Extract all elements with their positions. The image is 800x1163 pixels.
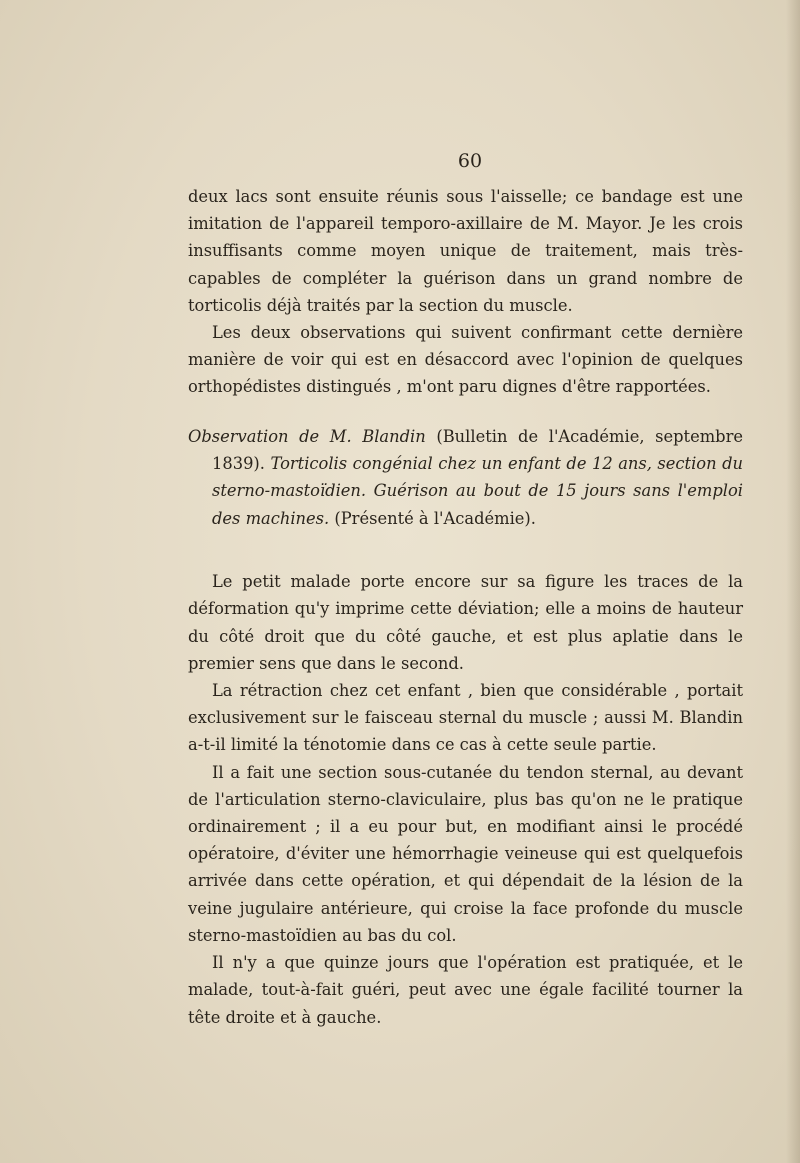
paragraph-result: Il n'y a que quinze jours que l'opération est pratiquée, et le malade, tout-à-fait guéri, peut avec une égale facilité tourner la tête droite et à gauche. — [188, 953, 743, 1027]
page-edge-shadow — [786, 0, 800, 1163]
paragraph-deformation: Le petit malade porte encore sur sa figure les traces de la déformation qu'y imprime cette déviation; elle a moins de hauteur du côté droit que du côté gauche, et est plus aplatie dans le premier sens que dans le second. — [188, 572, 743, 673]
paragraph-retraction: La rétraction chez cet enfant , bien que considérable , portait exclusivement sur le faisceau sternal du muscle ; aussi M. Blandin a-t-il limité la ténotomie dans ce cas à cette seule partie. — [188, 681, 743, 755]
section-gap — [188, 532, 743, 568]
observation-source: (Bulletin de l'Académie, septembre 1839). — [212, 426, 743, 474]
paragraph-observations-intro: Les deux observations qui suivent confirmant cette dernière manière de voir qui est en désaccord avec l'opinion de quelques orthopédistes distingués , m'ont paru dignes d'être rapportées. — [188, 323, 743, 397]
paragraph-section: Il a fait une section sous-cutanée du tendon sternal, au devant de l'articulation sterno-claviculaire, plus bas qu'on ne le pratique ordinairement ; il a eu pour but, en modifiant ainsi le procédé opératoire, d'éviter une hémorrhagie veineuse qui est quelquefois arrivée dans cette opération, et qui dépendait de la lésion de la veine jugulaire antérieure, qui croise la face profonde du muscle sterno-mastoïdien au bas du col. — [188, 762, 743, 945]
observation-heading-block — [188, 423, 743, 533]
observation-heading: Observation de M. Blandin — [188, 426, 426, 446]
page-number: 60 — [457, 150, 483, 172]
body-text — [188, 183, 743, 1031]
paragraph-bandage: deux lacs sont ensuite réunis sous l'aisselle; ce bandage est une imitation de l'appareil temporo-axillaire de M. Mayor. Je les crois insuffisants comme moyen unique de traitement, mais très-capables de compléter la guérison dans un grand nombre de torticolis déjà traités par la section du muscle. — [188, 187, 743, 315]
observation-title: Torticolis congénial chez un enfant de 12 ans, section du sterno-mastoïdien. Guérison au bout de 15 jours sans l'emploi des machines. — [212, 454, 744, 528]
observation-note: (Présenté à l'Académie). — [329, 508, 536, 528]
